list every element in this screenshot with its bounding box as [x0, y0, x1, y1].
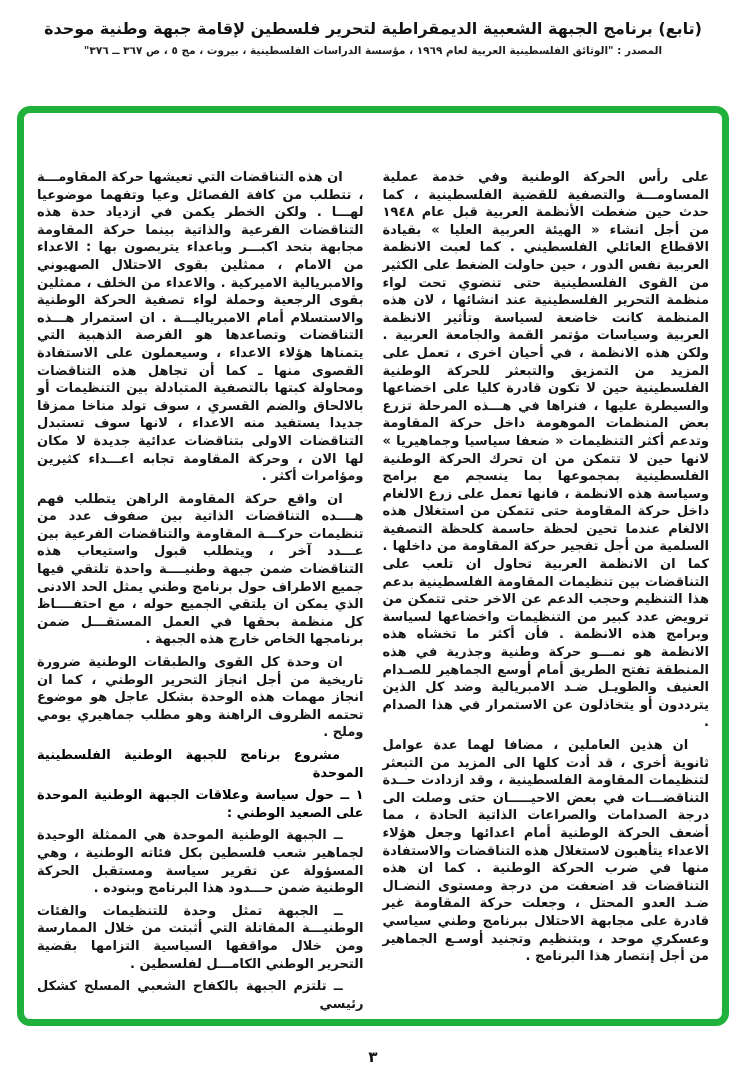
paragraph: ان واقع حركة المقاومة الراهن يتطلب فهم هــــده التناقضات الذاتية بين صفوف عدد من تنظيمات حركـــة المقاومة والتناقضات الفرعية بين عـــدد آخر ، ويتطلب قبول واستيعاب هذه التناقضات ضمن جبهة وطنيــــة واحدة تلتقي فيها جميع الاطراف حول برنامج وطني يمثل الحد الادنى الذي يمكن ان يلتقي الجميع حوله ، مع احتفــــاظ كل منظمة بحقها في العمل المستقـــل ضمن برنامجها الخاص خارج هذه الجبهة .: [37, 491, 364, 648]
paragraph: ان هذين العاملين ، مضافا لهما عدة عوامل ثانوية أخرى ، قد أدت كلها الى المزيد من التبعثر لتنظيمات المقاومة الفلسطينية ، وقد ازدادت حــدة التناقضـــات في بعض الاحيـــــان حتى وصلت الى درجة الصدامات والصراعات الذاتية الحادة ، مما أضعف الحركة الوطنية أمام اعدائها وجعل هؤلاء الاعداء يتأهبون لاستغلال هذه التناقضات والاستفادة منها في ضرب الحركة الوطنية . كما ان هذه التناقضات قد اضعفت من درجة ومستوى النضـال ضـد العدو المحتل ، وجعلت حركة المقاومة غير قادرة على مجابهة الاحتلال ببرنامج وطني سياسي وعسكري موحد ، وبتنظيم وتجنيد أوسـع الجماهير من أجل إنتصار هذا البرنامج .: [382, 738, 709, 965]
document-source-citation: المصدر : "الوثائق الفلسطينية العربية لعام ١٩٦٩ ، مؤسسة الدراسات الفلسطينية ، بيروت ، مج ٥ ، ص ٣٦٧ ــ ٣٧٦": [83, 45, 663, 57]
column-right: [383, 169, 710, 1009]
paragraph: ان هذه التناقضات التي تعيشها حركة المقاومـــة ، تتطلب من كافة الفصائل وعيا وتفهما موضوعيا لهـــا . ولكن الخطر يكمن في ازدياد حدة هذه التناقضات الفرعية والذاتية بينما حركة المقاومة مجابهة بتحد اكبـــر وباعداء يتربصون بها : الاعداء من الامام ، ممثلين بقوى الاحتلال الصهيوني والامبريالية الاميركية . والاعداء من الخلف ، ممثلين بقوى الرجعية وحملة لواء تصفية الحركة الوطنية والاستسلام أمام الامبرياليـــة . ان استمرار هـــذه التناقضات وتصاعدها هو الفرصة الذهبية التي يتمناها هؤلاء الاعداء ، وسيعملون على الاستفادة القصوى منها ـ كما أن تجاهل هذه التناقضات ومحاولة كبتها بالتصفية المتبادلة بين التنظيمات أو بالالحاق والضم القسري ، سوف تولد مناخا ممزقا جديدا يستفيد منه الاعداء ، لانها سوف تستبدل التناقضات الاولى بتناقضات عدائية جديدة لا مكان لها الان ، وحركة المقاومة تجابه اعـــداء كثيرين ومؤامرات أكثر .: [37, 170, 364, 485]
two-column-layout: [24, 113, 722, 1019]
document-page: [0, 18, 746, 1078]
section-heading: ١ ــ حول سياسة وعلاقات الجبهة الوطنية الموحدة على الصعيد الوطني :: [37, 788, 364, 821]
paragraph: ــ الجبهة تمثل وحدة للتنظيمات والفئات الوطنيـــة المقاتلة التي أثبتت من خلال الممارسة ومن خلال مواقفها السياسية التزامها بقضية التحرير الوطني الكامـــل لفلسطين .: [37, 903, 364, 972]
page-footer: [0, 1047, 746, 1066]
page-header: [0, 18, 746, 57]
section-heading: مشروع برنامج للجبهة الوطنية الفلسطينية الموحدة: [37, 748, 364, 781]
green-border-frame: [17, 106, 729, 1026]
paragraph: على رأس الحركة الوطنية وفي خدمة عملية المساومـــة والتصفية للقضية الفلسطينية ، كما حدث حين ضغطت الأنظمة العربية قبل عام ١٩٤٨ من أجل انشاء « الهيئة العربية العليا » بقيادة الاقطاع العائلي الفلسطيني . كما لعبت الانظمة العربية نفس الدور ، حين حاولت الضغط على الكثير من القوى الفلسطينية حتى تنضوي تحت لواء منظمة التحرير الفلسطينية عند انشائها ، لان هذه المنظمة كانت خاضعة لسياسة وتأثير الانظمة العربية وسياسات مؤتمر القمة والجامعة العربية . ولكن هذه الانظمة ، في أحيان اخرى ، تعمل على المزيد من التمزيق والتبعثر للحركة الوطنية الفلسطينية حين لا تكون قادرة كليا على اخضاعها والسيطرة عليها ، فنراها في هـــذه المرحلة تزرع بعض المنظمات الموهومة داخل حركة المقاومة وتدعم أكثر التنظيمات « ضعفا سياسيا وجماهيريا » لانها حين لا تتمكن من ان تحرك الحركة الوطنية الفلسطينية بمجموعها بما ينسجم مع برامج وسياسة هذه الانظمة ، فانها تعمل على زرع الالغام داخل حركة المقاومة حتى تتمكن من استغلال هذه الالغام عندما تحين لحظة حاسمة كلحظة التصفية السلمية من أجل تفجير حركة المقاومة من داخلها . كما ان الانظمة العربية تحاول ان تلعب على التناقضات بين تنظيمات المقاومة الفلسطينية بدعم هذا التنظيم وحجب الدعم عن الاخر حتى تتمكن من ترويض عدد كبير من التنظيمات واخضاعها لسياسة وبرامج هذه الانظمة . فأن أكثر ما تخشاه هذه الانظمة هو نمـــو حركة وطنية وجذرية في هذه المنطقة تفتح الطريق أمام أوسع الجماهير للصـدام العنيف والطويـل ضـد الامبريالية وضد كل الذين يترددون أو يتخاذلون عن الاستمرار في هذا الصدام .: [382, 170, 709, 731]
paragraph: ان وحدة كل القوى والطبقات الوطنية ضرورة تاريخية من أجل انجاز التحرير الوطني ، كما ان انجاز مهمات هذه الوحدة بشكل عاجل هو موضوع تحتمه الظروف الراهنة وهو مطلب جماهيري يومي وملح .: [37, 655, 364, 741]
document-title: (تابع) برنامج الجبهة الشعبية الديمقراطية لتحرير فلسطين لإقامة جبهة وطنية موحدة: [44, 19, 702, 38]
paragraph: ــ الجبهة الوطنية الموحدة هي الممثلة الوحيدة لجماهير شعب فلسطين بكل فئاته الوطنية ، وهي المسؤولة عن تقرير سياسة ومستقبل الحركة الوطنية ضمن حـــدود هذا البرنامج وبنوده .: [37, 828, 364, 897]
paragraph: ــ تلتزم الجبهة بالكفاح الشعبي المسلح كشكل رئيسي: [37, 979, 364, 1012]
column-left: [37, 169, 364, 1012]
page-number: ٣: [368, 1048, 378, 1066]
